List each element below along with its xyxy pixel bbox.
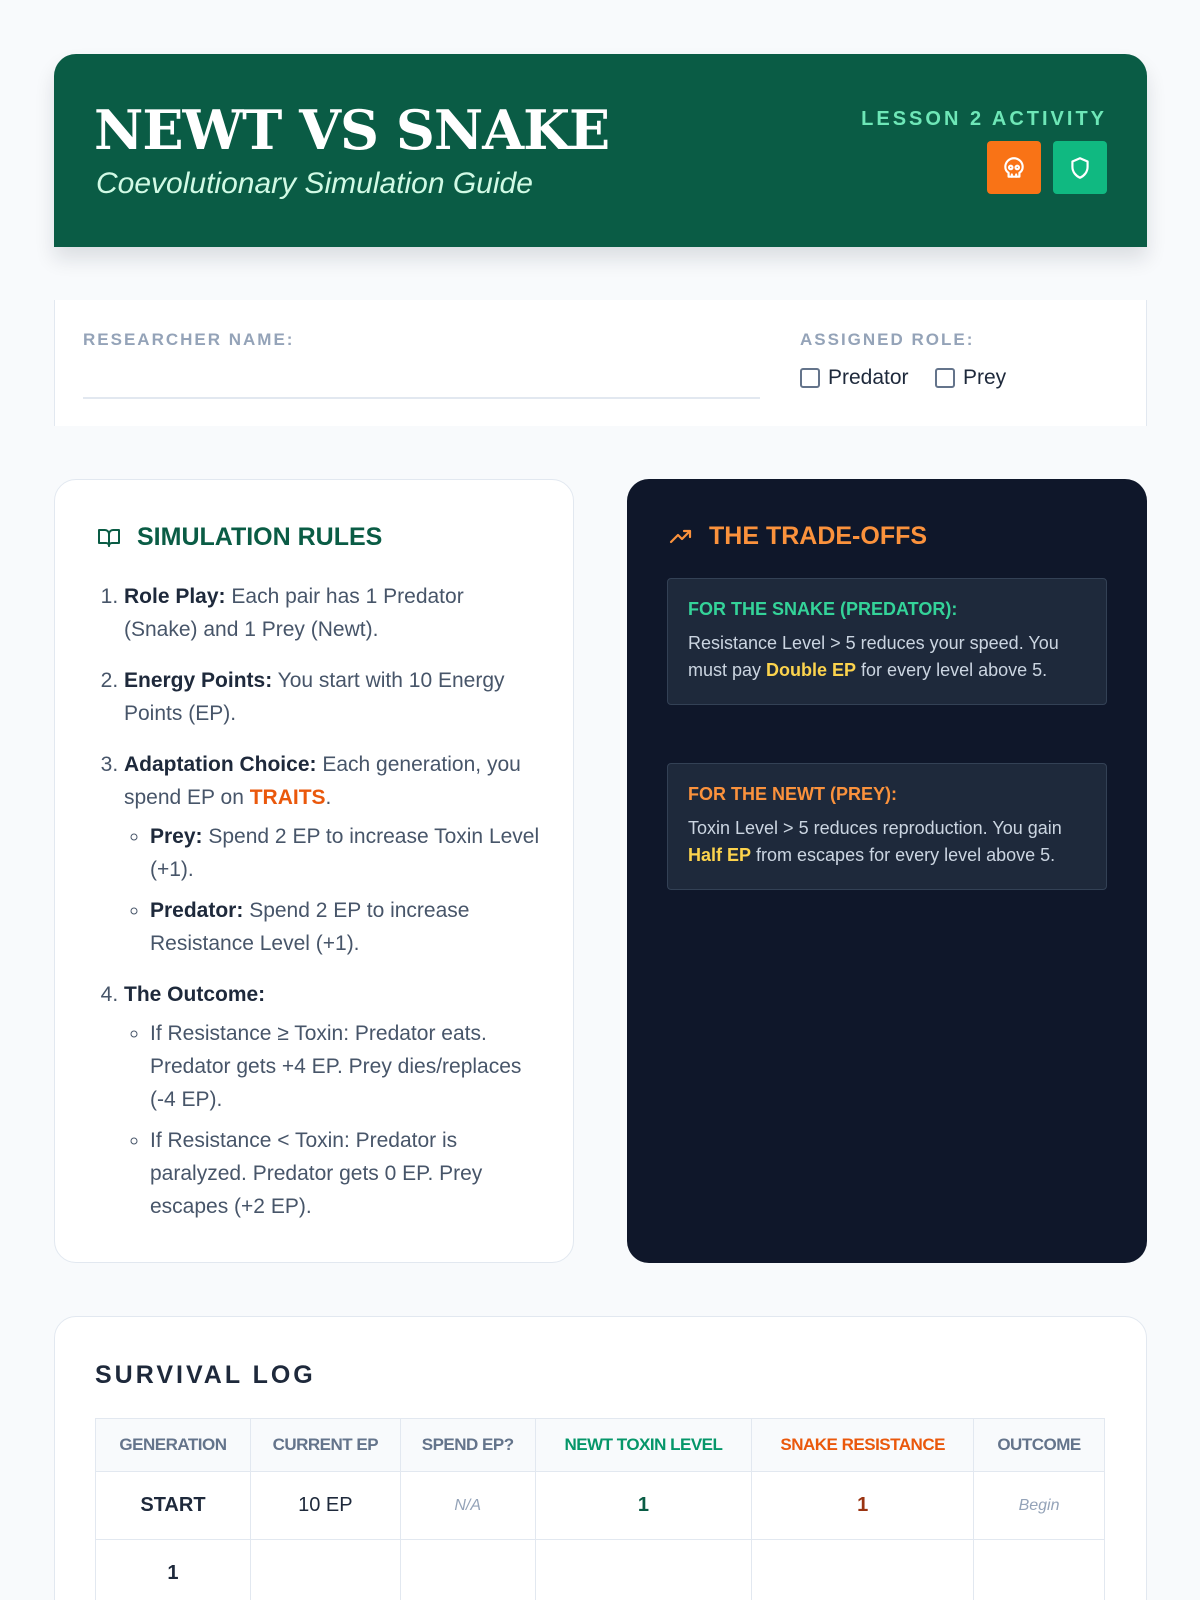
page-header	[54, 54, 1147, 247]
predator-label: Predator	[828, 366, 909, 389]
role-option-predator[interactable]	[800, 366, 909, 390]
prey-label: Prey	[963, 366, 1007, 389]
rule-item: 1. Role Play: Each pair has 1 Predator (Snake) and 1 Prey (Newt).	[124, 580, 540, 646]
shield-icon	[1067, 155, 1093, 181]
newt-tradeoff-title: FOR THE NEWT (PREY):	[688, 784, 897, 804]
rule-sublist	[124, 820, 540, 960]
snake-tradeoff-box	[667, 578, 1107, 705]
cell-outcome[interactable]	[974, 1540, 1105, 1600]
table-row	[96, 1472, 1105, 1540]
col-current-ep: CURRENT EP	[250, 1419, 400, 1472]
rule-item: 2. Energy Points: You start with 10 Energy Points (EP).	[124, 664, 540, 730]
tradeoffs-heading	[667, 522, 927, 551]
col-spend-ep: SPEND EP?	[400, 1419, 535, 1472]
tradeoffs-card	[627, 479, 1147, 1263]
predator-checkbox[interactable]	[800, 368, 820, 388]
cell-newt-toxin[interactable]	[535, 1540, 752, 1600]
cell-spend-ep[interactable]: N/A	[400, 1472, 535, 1540]
rules-list	[100, 580, 540, 1241]
rule-sublist	[124, 1017, 540, 1223]
col-generation: GENERATION	[96, 1419, 251, 1472]
researcher-name-label: RESEARCHER NAME:	[83, 330, 295, 349]
col-outcome: OUTCOME	[974, 1419, 1105, 1472]
survival-log-title: SURVIVAL LOG	[95, 1361, 316, 1389]
table-header-row	[96, 1419, 1105, 1472]
rule-subitem: ◦ If Resistance < Toxin: Predator is paralyzed. Predator gets 0 EP. Prey escapes (+2 EP).	[150, 1124, 540, 1223]
page-title: NEWT VS SNAKE	[94, 98, 610, 162]
cell-snake-resistance[interactable]	[752, 1540, 974, 1600]
simulation-rules-card	[54, 479, 574, 1263]
rule-item: 4. The Outcome: ◦ If Resistance ≥ Toxin: Predator eats. Predator gets +4 EP. Prey dies/replaces (-4 EP). ◦ If Resistance < Toxin: Predator is paralyzed. Predator gets 0 EP. Prey escapes (+2 EP).	[124, 978, 540, 1223]
cell-outcome[interactable]: Begin	[974, 1472, 1105, 1540]
trending-up-icon	[667, 525, 695, 549]
predator-button[interactable]	[987, 141, 1041, 194]
rule-subitem: ◦ Prey: Spend 2 EP to increase Toxin Level (+1).	[150, 820, 540, 886]
lesson-label: LESSON 2 ACTIVITY	[861, 108, 1107, 130]
col-snake-resistance: SNAKE RESISTANCE	[752, 1419, 974, 1472]
researcher-info	[54, 300, 1147, 426]
rules-title: SIMULATION RULES	[137, 523, 383, 551]
role-option-prey[interactable]	[935, 366, 1006, 390]
assigned-role-label: ASSIGNED ROLE:	[800, 330, 975, 349]
cell-newt-toxin[interactable]: 1	[535, 1472, 752, 1540]
cell-current-ep[interactable]	[250, 1540, 400, 1600]
col-newt-toxin: NEWT TOXIN LEVEL	[535, 1419, 752, 1472]
rule-subitem: ◦ If Resistance ≥ Toxin: Predator eats. Predator gets +4 EP. Prey dies/replaces (-4 EP).	[150, 1017, 540, 1116]
cell-generation: 1	[96, 1540, 251, 1600]
table-row	[96, 1540, 1105, 1600]
newt-tradeoff-box	[667, 763, 1107, 890]
survival-log-table	[95, 1418, 1105, 1600]
survival-log-card	[54, 1316, 1147, 1600]
rule-subitem: ◦ Predator: Spend 2 EP to increase Resistance Level (+1).	[150, 894, 540, 960]
cell-spend-ep[interactable]	[400, 1540, 535, 1600]
skull-icon	[1001, 155, 1027, 181]
prey-button[interactable]	[1053, 141, 1107, 194]
cell-current-ep[interactable]: 10 EP	[250, 1472, 400, 1540]
prey-checkbox[interactable]	[935, 368, 955, 388]
newt-tradeoff-text: Toxin Level > 5 reduces reproduction. You gain Half EP from escapes for every level above 5.	[688, 818, 1062, 865]
snake-tradeoff-title: FOR THE SNAKE (PREDATOR):	[688, 599, 958, 619]
book-open-icon	[95, 526, 123, 550]
rule-item: 3. Adaptation Choice: Each generation, you spend EP on TRAITS. ◦ Prey: Spend 2 EP to increase Toxin Level (+1). ◦ Predator: Spend 2 EP to increase Resistance Level (+1).	[124, 748, 540, 960]
cell-generation: START	[96, 1472, 251, 1540]
snake-tradeoff-text: Resistance Level > 5 reduces your speed. You must pay Double EP for every level above 5.	[688, 633, 1059, 680]
cell-snake-resistance[interactable]: 1	[752, 1472, 974, 1540]
rules-heading	[95, 523, 382, 552]
page-subtitle: Coevolutionary Simulation Guide	[96, 167, 533, 200]
tradeoffs-title: THE TRADE-OFFS	[709, 522, 928, 550]
researcher-name-field[interactable]	[83, 397, 760, 399]
